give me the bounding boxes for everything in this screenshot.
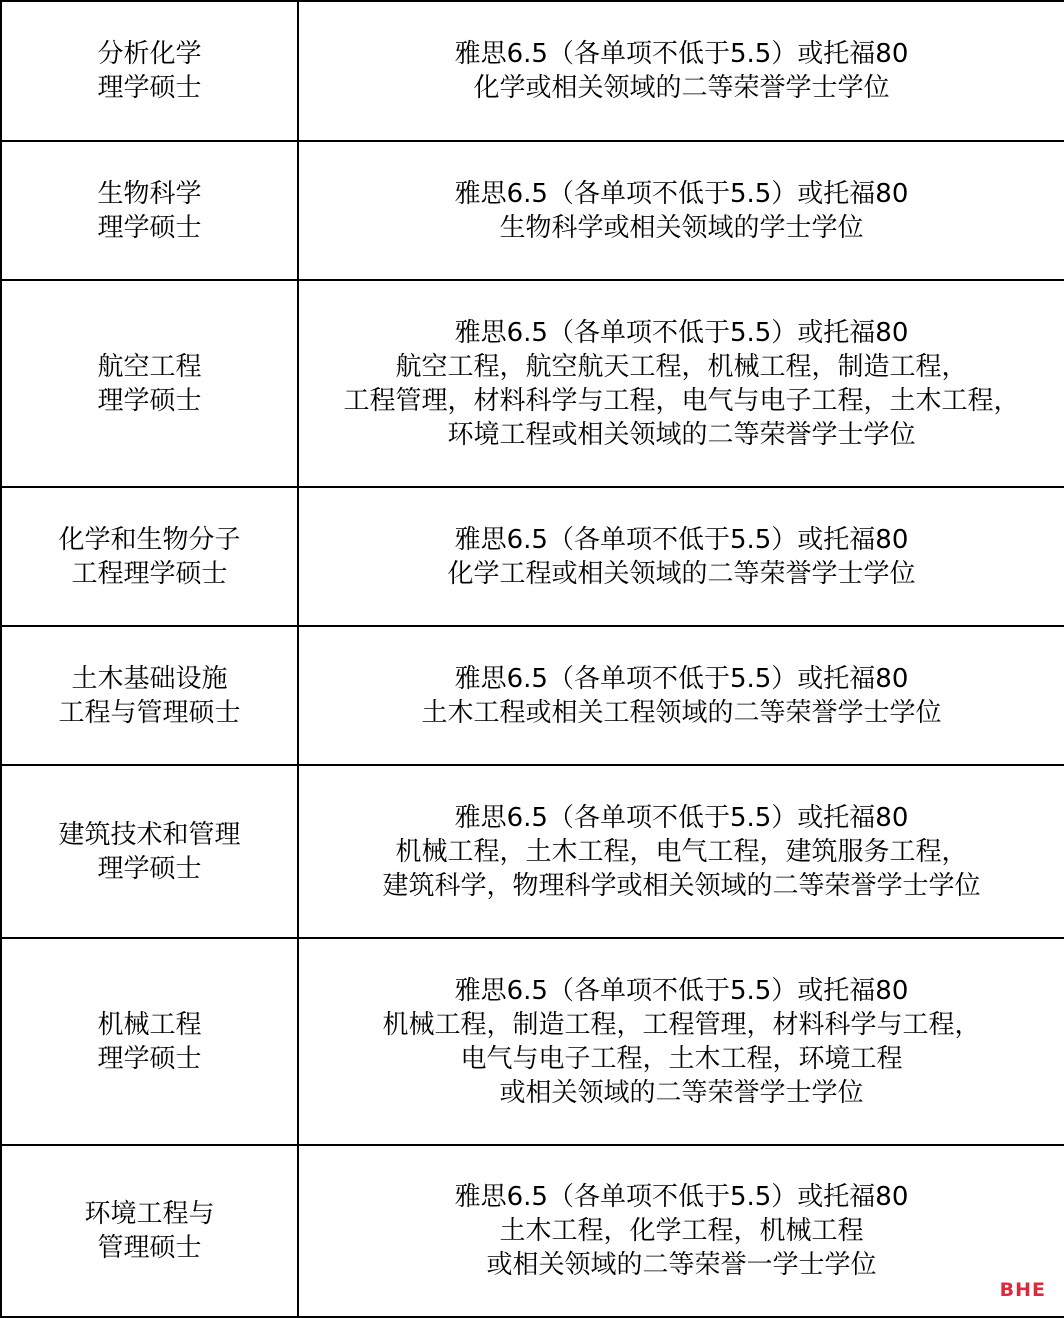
program-name-cell: [1, 1, 298, 141]
program-name-line: 工程理学硕士: [71, 558, 228, 589]
bhe-watermark-logo: BHE: [999, 1279, 1046, 1301]
program-name-cell: [1, 938, 298, 1145]
requirement-line: 雅思6.5（各单项不低于5.5）或托福80: [454, 1182, 909, 1212]
requirement-line: 雅思6.5（各单项不低于5.5）或托福80: [454, 663, 909, 694]
table-row: [1, 1, 1064, 141]
program-name-cell: [1, 626, 298, 765]
requirements-cell: [298, 938, 1064, 1145]
program-name-line: 机械工程: [97, 1009, 202, 1040]
program-name-line: 理学硕士: [97, 212, 202, 243]
requirement-line: 雅思6.5（各单项不低于5.5）或托福80: [454, 39, 909, 69]
program-name-line: 土木基础设施: [71, 663, 228, 694]
program-name-line: 生物科学: [97, 178, 202, 209]
requirements-cell: [298, 1145, 1064, 1317]
requirement-line: 机械工程，土木工程，电气工程，建筑服务工程，: [395, 836, 968, 867]
table-row: [1, 1145, 1064, 1317]
requirements-cell: [298, 141, 1064, 280]
requirements-cell: [298, 626, 1064, 765]
requirement-line: 环境工程或相关领域的二等荣誉学士学位: [447, 419, 916, 450]
requirement-line: 化学工程或相关领域的二等荣誉学士学位: [447, 558, 916, 589]
program-name-cell: [1, 141, 298, 280]
requirement-line: 工程管理，材料科学与工程，电气与电子工程，土木工程，: [343, 385, 1020, 416]
requirement-line: 雅思6.5（各单项不低于5.5）或托福80: [454, 524, 909, 555]
requirement-line: 机械工程，制造工程，工程管理，材料科学与工程，: [382, 1009, 981, 1040]
table-row: [1, 938, 1064, 1145]
program-name-line: 理学硕士: [97, 853, 202, 884]
program-name-cell: [1, 487, 298, 626]
requirement-line: 雅思6.5（各单项不低于5.5）或托福80: [454, 802, 909, 833]
requirement-line: 土木工程，化学工程，机械工程: [499, 1216, 864, 1246]
requirement-line: 雅思6.5（各单项不低于5.5）或托福80: [454, 975, 909, 1006]
program-name-cell: [1, 1145, 298, 1317]
table-row: [1, 765, 1064, 938]
requirements-cell: [298, 280, 1064, 487]
requirement-line: 化学或相关领域的二等荣誉学士学位: [473, 73, 890, 103]
requirement-line: 生物科学或相关领域的学士学位: [499, 212, 864, 243]
requirements-cell: [298, 765, 1064, 938]
program-name-line: 管理硕士: [97, 1233, 202, 1263]
requirement-line: 土木工程或相关工程领域的二等荣誉学士学位: [421, 697, 942, 728]
requirement-line: 雅思6.5（各单项不低于5.5）或托福80: [454, 178, 909, 209]
program-name-line: 环境工程与: [84, 1199, 215, 1229]
program-name-line: 理学硕士: [97, 385, 202, 416]
table-row: [1, 280, 1064, 487]
requirement-line: 电气与电子工程，土木工程，环境工程: [460, 1043, 903, 1074]
program-name-line: 理学硕士: [97, 73, 202, 103]
program-name-line: 工程与管理硕士: [58, 697, 241, 728]
requirements-cell: [298, 487, 1064, 626]
requirement-line: 建筑科学，物理科学或相关领域的二等荣誉学士学位: [382, 870, 981, 901]
requirement-line: 或相关领域的二等荣誉学士学位: [499, 1077, 864, 1108]
requirements-cell: [298, 1, 1064, 141]
program-name-line: 航空工程: [97, 351, 202, 382]
requirement-line: 雅思6.5（各单项不低于5.5）或托福80: [454, 317, 909, 348]
program-name-line: 分析化学: [97, 39, 202, 69]
program-name-line: 理学硕士: [97, 1043, 202, 1074]
program-name-cell: [1, 280, 298, 487]
requirements-table-body: [1, 1, 1064, 1317]
requirement-line: 航空工程，航空航天工程，机械工程，制造工程，: [395, 351, 968, 382]
table-row: [1, 487, 1064, 626]
program-name-cell: [1, 765, 298, 938]
requirement-line: 或相关领域的二等荣誉一学士学位: [486, 1250, 877, 1280]
program-name-line: 建筑技术和管理: [58, 819, 241, 850]
program-name-line: 化学和生物分子: [58, 524, 241, 555]
table-row: [1, 626, 1064, 765]
table-row: [1, 141, 1064, 280]
